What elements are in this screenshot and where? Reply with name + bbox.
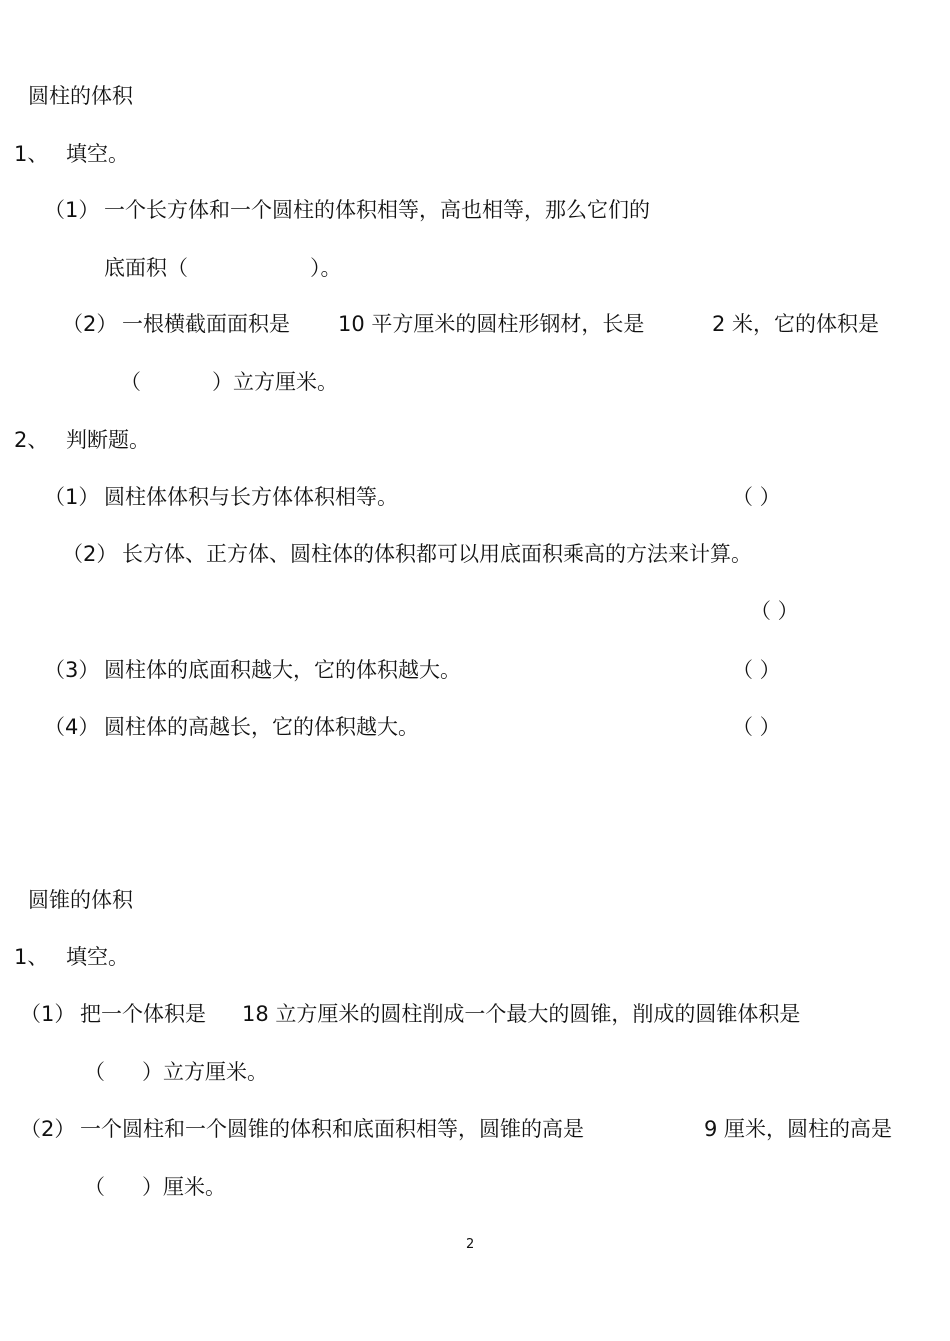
q2-heading: 判断题。: [66, 428, 150, 452]
cone-q1-item1-line1-b: 18 立方厘米的圆柱削成一个最大的圆锥，削成的圆锥体积是: [242, 1002, 801, 1026]
q2-item3-text: 圆柱体的底面积越大，它的体积越大。: [104, 658, 461, 682]
q2-number: 2、: [14, 428, 49, 452]
q1-number: 1、: [14, 142, 49, 166]
q2-item4-answer-paren: （ ）: [732, 715, 781, 739]
section-title-cone: 圆锥的体积: [28, 888, 133, 912]
q1-item2-line2-prefix: （: [120, 370, 141, 394]
q1-item2-line1-b: 10 平方厘米的圆柱形钢材，长是: [338, 312, 645, 336]
q2-item3-label: （3）: [44, 658, 100, 682]
page-number: 2: [466, 1237, 475, 1252]
cone-q1-item2-line2-prefix: （: [84, 1175, 105, 1199]
q1-item2-line1-c: 2 米，它的体积是: [712, 312, 880, 336]
q2-item1-answer-paren: （ ）: [732, 485, 781, 509]
cone-q1-number: 1、: [14, 945, 49, 969]
q1-item2-label: （2）: [62, 312, 118, 336]
cone-q1-item1-line2-suffix: ）立方厘米。: [142, 1060, 268, 1084]
cone-q1-item2-line2-suffix: ）厘米。: [142, 1175, 226, 1199]
cone-q1-item2-label: （2）: [20, 1117, 76, 1141]
q2-item1-label: （1）: [44, 485, 100, 509]
cone-q1-item1-label: （1）: [20, 1002, 76, 1026]
q2-item2-answer-paren: （ ）: [750, 599, 799, 623]
q2-item4-text: 圆柱体的高越长，它的体积越大。: [104, 715, 419, 739]
q2-item1-text: 圆柱体体积与长方体体积相等。: [104, 485, 398, 509]
q1-item1-line2-suffix: ）。: [310, 256, 342, 280]
section-title-cylinder: 圆柱的体积: [28, 84, 133, 108]
q2-item2-label: （2）: [62, 542, 118, 566]
cone-q1-item2-line1-a: 一个圆柱和一个圆锥的体积和底面积相等，圆锥的高是: [80, 1117, 584, 1141]
q1-item1-line2-prefix: 底面积（: [104, 256, 188, 280]
cone-q1-item1-line1-a: 把一个体积是: [80, 1002, 206, 1026]
cone-q1-item2-line1-b: 9 厘米，圆柱的高是: [704, 1117, 893, 1141]
q2-item4-label: （4）: [44, 715, 100, 739]
q1-item2-line2-suffix: ）立方厘米。: [212, 370, 338, 394]
q1-item1-line1: 一个长方体和一个圆柱的体积相等，高也相等，那么它们的: [104, 198, 650, 222]
cone-q1-heading: 填空。: [66, 945, 129, 969]
q1-heading: 填空。: [66, 142, 129, 166]
cone-q1-item1-line2-prefix: （: [84, 1060, 105, 1084]
q1-item2-line1-a: 一根横截面面积是: [122, 312, 290, 336]
q1-item1-label: （1）: [44, 198, 100, 222]
q2-item2-text: 长方体、正方体、圆柱体的体积都可以用底面积乘高的方法来计算。: [122, 542, 752, 566]
q2-item3-answer-paren: （ ）: [732, 658, 781, 682]
